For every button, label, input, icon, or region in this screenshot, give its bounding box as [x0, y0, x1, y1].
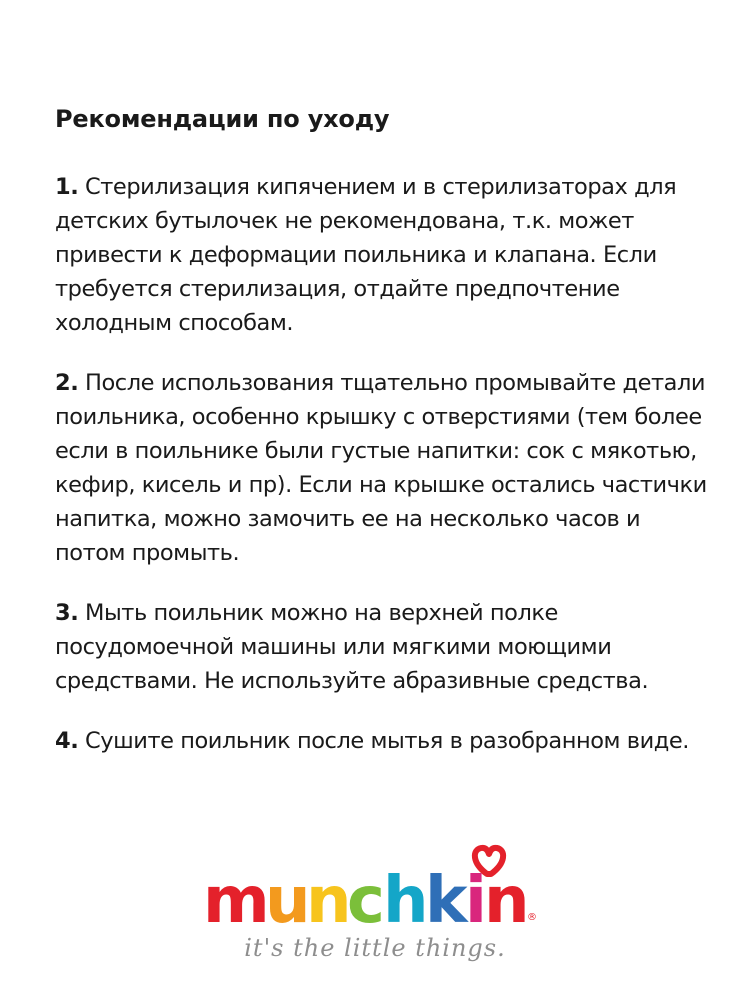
registered-mark: ®	[527, 912, 537, 923]
care-item-2	[55, 366, 715, 570]
logo-letter-k: k	[425, 864, 468, 938]
care-instructions	[55, 102, 715, 784]
logo-tagline: it's the little things.	[244, 934, 506, 962]
logo-letter-u: u	[265, 864, 311, 938]
care-item-number: 3.	[55, 600, 79, 626]
care-item-3	[55, 596, 715, 698]
care-item-4	[55, 724, 715, 758]
care-item-1	[55, 170, 715, 340]
care-heading: Рекомендации по уходу	[55, 105, 390, 133]
care-item-number: 2.	[55, 370, 79, 396]
care-item-number: 1.	[55, 174, 79, 200]
care-item-text: Стерилизация кипячением и в стерилизаторах для детских бутылочек не рекомендована, т.к. может привести к деформации поильника и клапана. Если требуется стерилизация, отдайте предпочтение холодным способам.	[55, 174, 677, 336]
logo-letter-n: n	[306, 864, 352, 938]
logo-wordmark	[203, 864, 530, 938]
munchkin-logo	[0, 838, 750, 978]
care-item-text: После использования тщательно промывайте детали поильника, особенно крышку с отверстиями (тем более если в поильнике были густые напитки: сок с мякотью, кефир, кисель и пр). Если на крышке остались частички напитка, можно замочить ее на несколько часов и потом промыть.	[55, 370, 707, 566]
care-item-text: Сушите поильник после мытья в разобранном виде.	[85, 728, 689, 754]
logo-letter-i: i	[465, 864, 487, 938]
logo-letter-n2: n	[484, 864, 530, 938]
logo-letter-h: h	[383, 864, 429, 938]
logo-letter-c: c	[347, 864, 385, 938]
logo-letter-m: m	[203, 864, 270, 938]
care-item-number: 4.	[55, 728, 79, 754]
care-item-text: Мыть поильник можно на верхней полке посудомоечной машины или мягкими моющими средствами. Не используйте абразивные средства.	[55, 600, 649, 694]
